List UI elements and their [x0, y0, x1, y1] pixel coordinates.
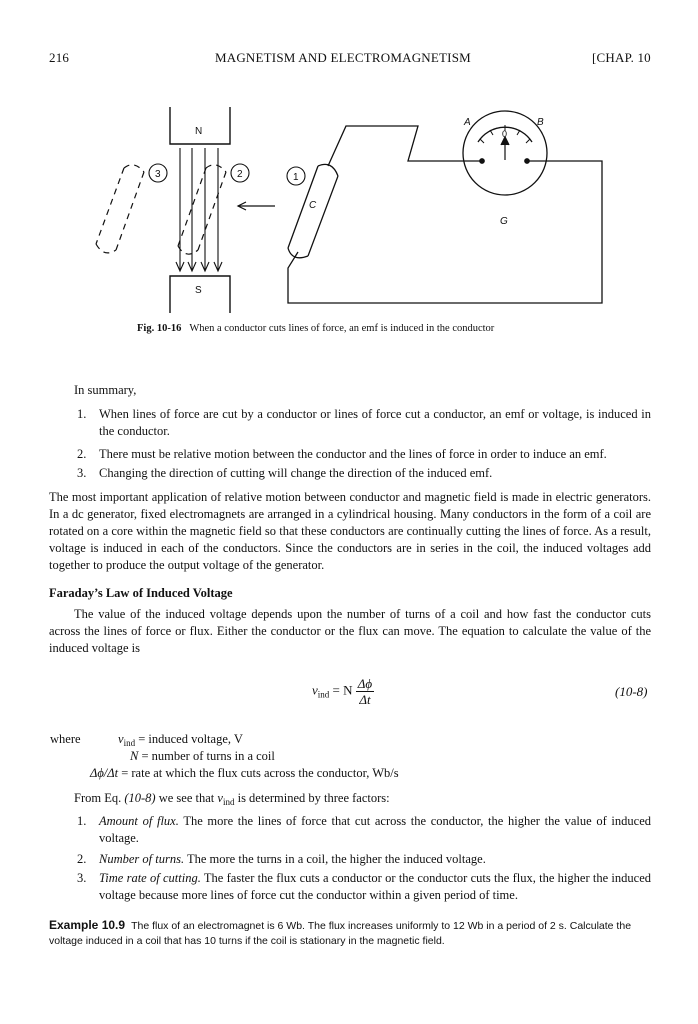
factors-intro: From Eq. (10-8) we see that $v_{ind}$ is determined by three factors:	[74, 791, 390, 807]
application-paragraph: The most important application of relative motion between conductor and magnetic field is made in electric generators. In a dc generator, fixed electromagnets are arranged in a cylindrical housing. Many conductors in the form of a coil are rotated on a core within the magnetic field so that these conductors are continually cutting the lines of force. As a result, voltage is induced in each of the conductors. Since the conductors are in series in the coil, the induced voltages add together to produce the output voltage of the generator.	[49, 490, 651, 572]
where-row: N = number of turns in a coil	[130, 749, 275, 763]
chapter-label: [CHAP. 10	[592, 50, 651, 65]
equation-number: (10-8)	[615, 684, 648, 699]
where-row: $v_{ind}$ = induced voltage, V	[118, 732, 243, 748]
equation-fraction: $\frac{\Delta\phi}{\Delta t}$	[357, 676, 373, 707]
north-pole-label: N	[195, 126, 203, 137]
faraday-paragraph: The value of the induced voltage depends upon the number of turns of a coil and how fast the conductor cuts across the lines of force or flux. Either the conductor or the flux can move. The equation to calculate the value of the induced voltage is	[49, 607, 651, 655]
example-text: The flux of an electromagnet is 6 Wb. The flux increases uniformly to 12 Wb in a period of 2 s. Calculate the voltage induced in a coil that has 10 turns if the coil is stationary in the magnetic field.	[49, 920, 632, 947]
where-row: Δϕ/Δt = rate at which the flux cuts across the conductor, Wb/s	[90, 766, 399, 780]
caption-label: Fig. 10-16	[137, 323, 182, 334]
meter-zero-label: 0	[502, 129, 508, 139]
terminal-a-label: A	[464, 117, 471, 128]
position-1-label: 1	[293, 172, 299, 183]
conductor-label: C	[309, 200, 317, 211]
lines-of-force	[176, 148, 222, 271]
list-item: 2. Number of turns. The more the turns in a coil, the higher the induced voltage.	[77, 852, 486, 866]
galvanometer	[463, 111, 547, 195]
page-number: 216	[49, 50, 70, 65]
conductor-position-3	[96, 165, 144, 253]
section-heading: Faraday’s Law of Induced Voltage	[49, 586, 233, 600]
circuit-wires	[288, 126, 602, 303]
where-label: where	[50, 732, 81, 746]
list-item: 2. There must be relative motion between the conductor and the lines of force in order to induce an emf.	[77, 447, 607, 461]
summary-intro: In summary,	[74, 383, 137, 397]
caption-text: When a conductor cuts lines of force, an emf is induced in the conductor	[189, 323, 495, 334]
position-3-label: 3	[155, 169, 161, 180]
south-pole-label: S	[195, 285, 202, 296]
example-label: Example 10.9	[49, 918, 126, 932]
list-item: 1. Amount of flux. The more the lines of force that cut across the conductor, the higher the value of induced voltage.	[77, 814, 652, 845]
motion-arrow	[238, 202, 275, 210]
list-item: 3. Time rate of cutting. The faster the flux cuts a conductor or the conductor cuts the flux, the higher the induced voltage because more lines of force cut the conductor within a given period of time.	[77, 871, 652, 902]
position-2-label: 2	[237, 169, 243, 180]
example-10-9	[49, 918, 651, 949]
galvanometer-label: G	[500, 216, 508, 227]
list-item: 1. When lines of force are cut by a conductor or lines of force cut a conductor, an emf or voltage, is induced in the conductor.	[77, 407, 651, 438]
figure-caption	[137, 323, 494, 334]
induction-figure	[0, 0, 698, 320]
conductor-position-2	[178, 165, 226, 254]
equation-10-8: $v_{ind} = N$ $\frac{\Delta\phi}{\Delta t}$	[312, 676, 373, 707]
running-title: MAGNETISM AND ELECTROMAGNETISM	[215, 50, 471, 65]
list-item: 3. Changing the direction of cutting will change the direction of the induced emf.	[77, 466, 493, 480]
terminal-b-label: B	[537, 117, 544, 128]
